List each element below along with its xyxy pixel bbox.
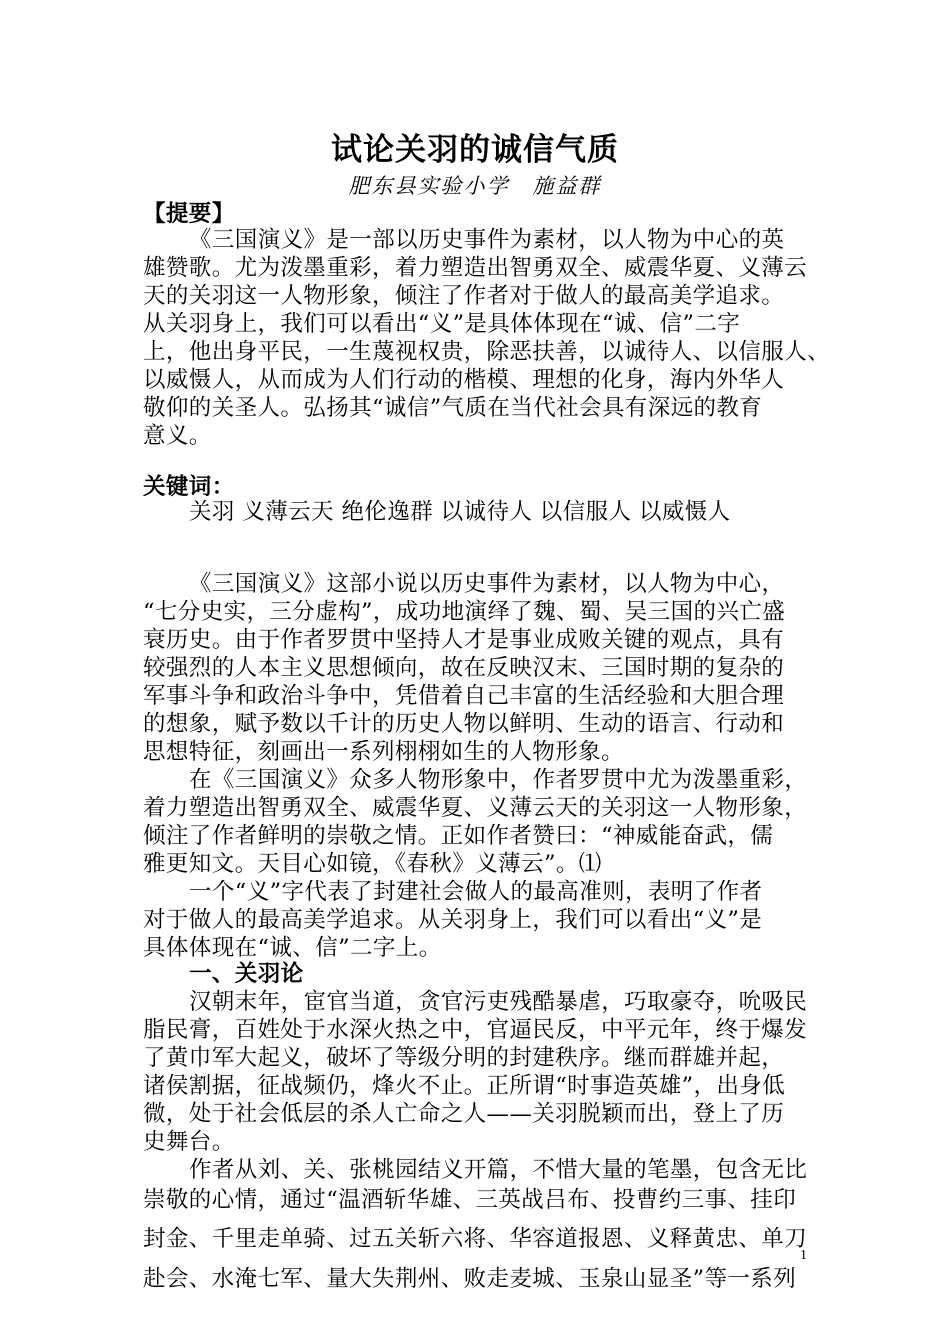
- body-line: 一个“义”字代表了封建社会做人的最高准则，表明了作者: [189, 879, 763, 905]
- body-line: 的想象，赋予数以千计的历史人物以鲜明、生动的语言、行动和: [143, 711, 785, 737]
- abstract-line: 《三国演义》是一部以历史事件为素材，以人物为中心的英: [189, 227, 785, 253]
- body-line: 思想特征，刻画出一系列栩栩如生的人物形象。: [143, 739, 624, 765]
- abstract-line: 以威慑人，从而成为人们行动的楷模、理想的化身，海内外华人: [143, 367, 785, 393]
- keywords-line: 关羽 义薄云天 绝伦逸群 以诚待人 以信服人 以威慑人: [189, 499, 731, 525]
- body-line: 崇敬的心情，通过“温酒斩华雄、三英战吕布、投曹约三事、挂印: [143, 1187, 797, 1213]
- body-line: 了黄巾军大起义，破坏了等级分明的封建秩序。继而群雄并起，: [143, 1045, 785, 1071]
- body-line: 脂民膏，百姓处于水深火热之中，官逼民反，中平元年，终于爆发: [143, 1017, 808, 1043]
- body-line: 着力塑造出智勇双全、威震华夏、义薄云天的关羽这一人物形象，: [143, 795, 808, 821]
- author-line: 肥东县实验小学 施益群: [348, 174, 602, 198]
- body-line: 封金、千里走单骑、过五关斩六将、华容道报恩、义释黄忠、单刀: [143, 1226, 808, 1252]
- body-line: 军事斗争和政治斗争中，凭借着自己丰富的生活经验和大胆合理: [143, 683, 785, 709]
- section-heading: 一、关羽论: [189, 961, 304, 987]
- body-line: 在《三国演义》众多人物形象中，作者罗贯中尤为泼墨重彩，: [189, 767, 808, 793]
- abstract-line: 雄赞歌。尤为泼墨重彩，着力塑造出智勇双全、威震华夏、义薄云: [143, 255, 808, 281]
- body-line: 赴会、水淹七军、量大失荆州、败走麦城、玉泉山显圣”等一系列: [143, 1266, 797, 1292]
- body-line: “七分史实，三分虚构”，成功地演绎了魏、蜀、吴三国的兴亡盛: [143, 599, 786, 625]
- body-line: 较强烈的人本主义思想倾向，故在反映汉末、三国时期的复杂的: [143, 655, 785, 681]
- abstract-line: 意义。: [143, 423, 212, 449]
- body-line: 微，处于社会低层的杀人亡命之人——关羽脱颖而出，登上了历: [143, 1101, 785, 1127]
- body-line: 作者从刘、关、张桃园结义开篇，不惜大量的笔墨，包含无比: [189, 1157, 808, 1183]
- keywords-heading: 关键词：: [143, 474, 235, 500]
- document-title: 试论关羽的诚信气质: [331, 132, 619, 168]
- body-line: 《三国演义》这部小说以历史事件为素材，以人物为中心，: [189, 571, 785, 597]
- body-line: 史舞台。: [143, 1129, 235, 1155]
- abstract-line: 敬仰的关圣人。弘扬其“诚信”气质在当代社会具有深远的教育: [143, 395, 763, 421]
- abstract-heading: 【提要】: [143, 201, 235, 227]
- body-line: 对于做人的最高美学追求。从关羽身上，我们可以看出“义”是: [143, 907, 763, 933]
- abstract-line: 从关羽身上，我们可以看出“义”是具体体现在“诚、信”二字: [143, 311, 741, 337]
- body-line: 汉朝末年，宦官当道，贪官污吏残酷暴虐，巧取豪夺，吮吸民: [189, 989, 808, 1015]
- abstract-line: 上，他出身平民，一生蔑视权贵，除恶扶善，以诚待人、以信服人、: [143, 339, 831, 365]
- body-line: 衰历史。由于作者罗贯中坚持人才是事业成败关键的观点，具有: [143, 627, 785, 653]
- page-number: 1: [800, 1248, 807, 1263]
- body-line: 具体体现在“诚、信”二字上。: [143, 935, 442, 961]
- body-line: 诸侯割据，征战频仍，烽火不止。正所谓“时事造英雄”，出身低: [143, 1073, 786, 1099]
- body-line: 雅更知文。天目心如镜，《春秋》义薄云”。⑴: [143, 851, 602, 877]
- body-line: 倾注了作者鲜明的崇敬之情。正如作者赞曰：“神威能奋武，儒: [143, 823, 774, 849]
- abstract-line: 天的关羽这一人物形象，倾注了作者对于做人的最高美学追求。: [143, 283, 785, 309]
